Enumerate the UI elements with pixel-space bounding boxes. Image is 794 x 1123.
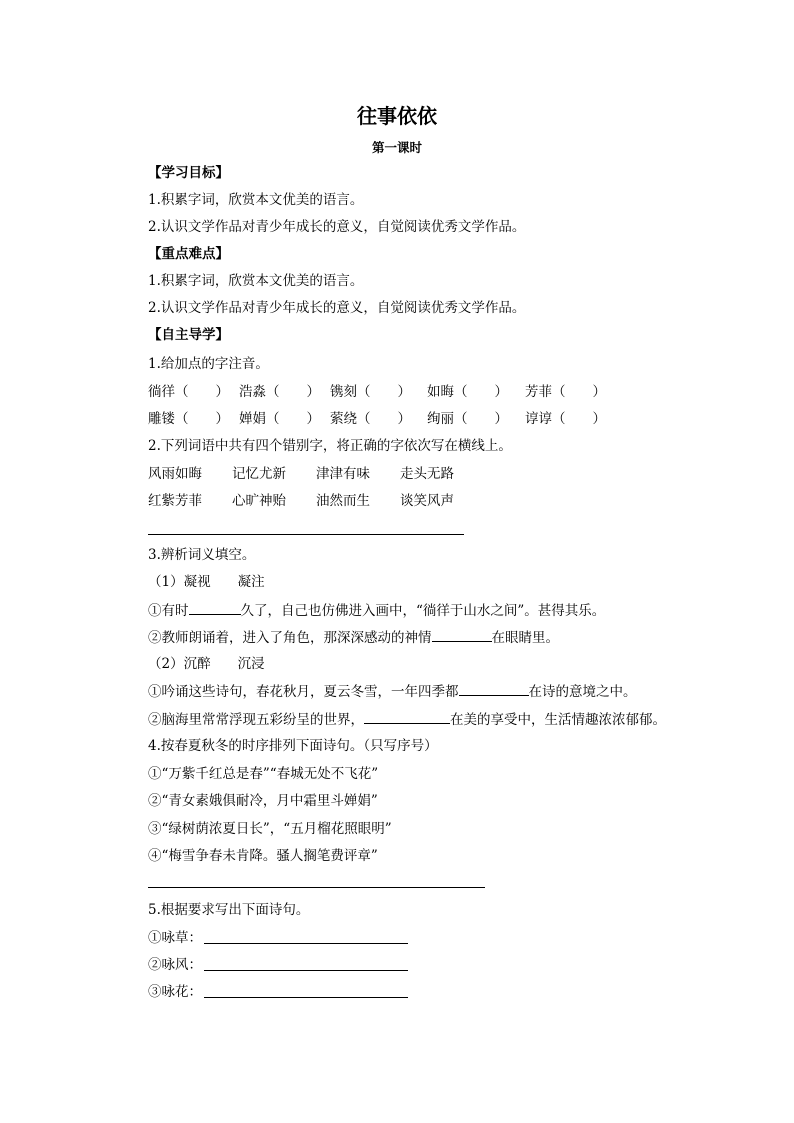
fill-blank[interactable] (189, 601, 241, 615)
sentence-prefix: ①有时 (148, 603, 189, 619)
answer-line-q2[interactable] (148, 534, 464, 535)
key-item-1: 1.积累字词，欣赏本文优美的语言。 (148, 273, 364, 289)
answer-line-q5-2[interactable] (204, 970, 408, 971)
pinyin-item: 谆谆（ ） (525, 411, 606, 427)
pinyin-item: 萦绕（ ） (330, 411, 411, 427)
word-item: 津津有味 (316, 466, 370, 482)
question-4: 4.按春夏秋冬的时序排列下面诗句。（只写序号） (148, 738, 438, 754)
word-item: 走头无路 (400, 466, 454, 482)
page-title: 往事依依 (357, 104, 437, 128)
question-5-2: ②咏风： (148, 957, 202, 973)
key-item-2: 2.认识文学作品对青少年成长的意义，自觉阅读优秀文学作品。 (148, 300, 526, 316)
pinyin-row-1 (148, 383, 606, 401)
poem-line-2: ②“青女素娥俱耐冷，月中霜里斗婵娟” (148, 793, 378, 809)
word-item: 心旷神贻 (232, 493, 286, 509)
sentence-prefix: ②脑海里常常浮现五彩纷呈的世界， (148, 712, 364, 728)
section-header-goals: 【学习目标】 (148, 165, 229, 181)
question-3-1b (148, 628, 559, 647)
fill-blank[interactable] (459, 682, 529, 696)
question-2: 2.下列词语中共有四个错别字，将正确的字依次写在横线上。 (148, 438, 512, 454)
pinyin-item: 徜徉（ ） (148, 384, 229, 400)
pinyin-item: 雕镂（ ） (148, 411, 229, 427)
section-header-self-study: 【自主导学】 (148, 327, 229, 343)
question-3-2a (148, 682, 637, 701)
question-5-3: ③咏花： (148, 984, 202, 1000)
sentence-suffix: 在眼睛里。 (491, 630, 559, 646)
pinyin-item: 浩淼（ ） (239, 384, 320, 400)
goal-item-2: 2.认识文学作品对青少年成长的意义，自觉阅读优秀文学作品。 (148, 219, 526, 235)
question-5: 5.根据要求写出下面诗句。 (148, 902, 310, 918)
sentence-suffix: 久了，自己也仿佛进入画中，“徜徉于山水之间”。甚得其乐。 (240, 603, 606, 619)
fill-blank[interactable] (364, 710, 450, 724)
pinyin-item: 如晦（ ） (427, 384, 508, 400)
goal-item-1: 1.积累字词，欣赏本文优美的语言。 (148, 192, 364, 208)
word-item: 红紫芳菲 (148, 493, 202, 509)
poem-line-3: ③“绿树荫浓夏日长”，“五月榴花照眼明” (148, 821, 392, 837)
word-item: 风雨如晦 (148, 466, 202, 482)
fill-blank[interactable] (432, 628, 492, 642)
sentence-suffix: 在美的享受中，生活情趣浓浓郁郁。 (450, 712, 666, 728)
sentence-suffix: 在诗的意境之中。 (528, 684, 637, 700)
pinyin-item: 婵娟（ ） (239, 411, 320, 427)
poem-line-4: ④“梅雪争春未肯降。骚人搁笔费评章” (148, 848, 378, 864)
question-5-1: ①咏草： (148, 930, 202, 946)
page-subtitle: 第一课时 (371, 140, 422, 155)
word-item: 油然而生 (316, 493, 370, 509)
pinyin-item: 芳菲（ ） (525, 384, 606, 400)
pinyin-row-2 (148, 410, 606, 428)
question-3-2b (148, 710, 666, 729)
question-1: 1.给加点的字注音。 (148, 356, 269, 372)
section-header-key-points: 【重点难点】 (148, 246, 229, 262)
sentence-prefix: ①吟诵这些诗句，春花秋月，夏云冬雪，一年四季都 (148, 684, 459, 700)
words-row-2 (148, 492, 454, 510)
answer-line-q5-1[interactable] (204, 943, 408, 944)
answer-line-q5-3[interactable] (204, 997, 408, 998)
pinyin-item: 绚丽（ ） (427, 411, 508, 427)
question-3-part-2: （2）沉醉 沉浸 (148, 656, 265, 672)
pinyin-item: 镌刻（ ） (330, 384, 411, 400)
sentence-prefix: ②教师朗诵着，进入了角色，那深深感动的神情 (148, 630, 432, 646)
word-item: 谈笑风声 (400, 493, 454, 509)
answer-line-q4[interactable] (148, 887, 485, 888)
question-3-1a (148, 601, 605, 620)
poem-line-1: ①“万紫千红总是春”“春城无处不飞花” (148, 766, 379, 782)
word-item: 记忆尤新 (232, 466, 286, 482)
words-row-1 (148, 465, 454, 483)
question-3-part-1: （1）凝视 凝注 (148, 574, 265, 590)
question-3: 3.辨析词义填空。 (148, 547, 256, 563)
